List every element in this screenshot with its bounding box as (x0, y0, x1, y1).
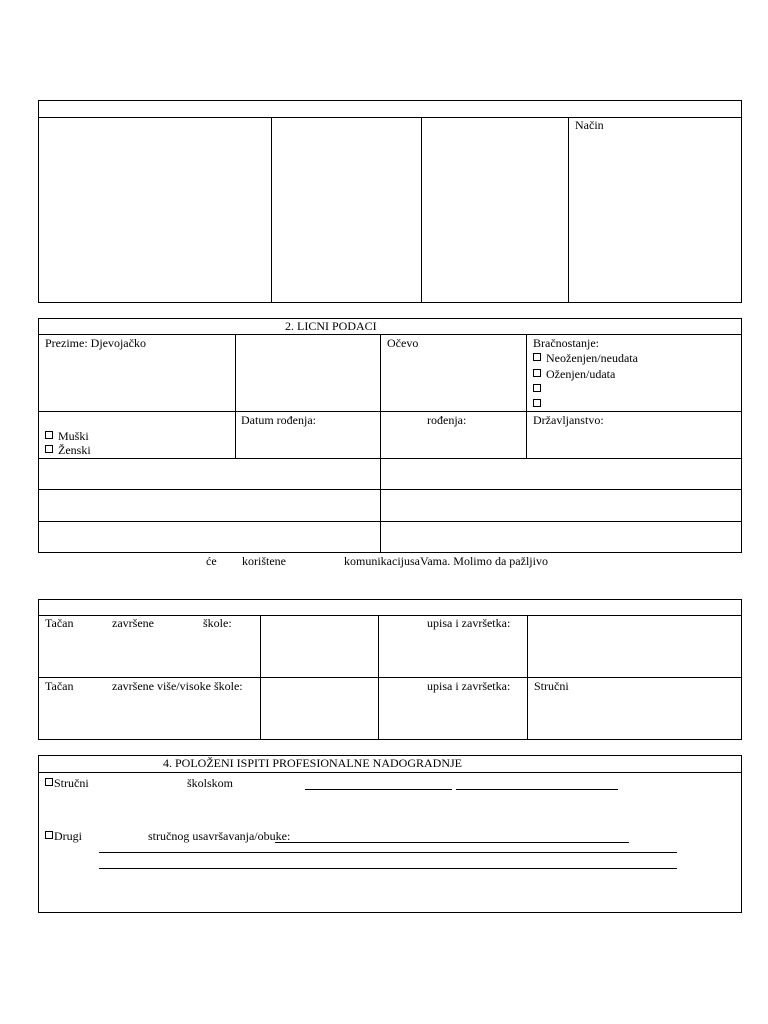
checkbox[interactable] (533, 384, 541, 392)
rodjenja-label: rođenja: (427, 413, 467, 427)
skolskom-label: školskom (187, 776, 234, 790)
row2-upisa-label: upisa i završetka: (427, 679, 511, 693)
usavrsavanje-underline-1[interactable] (275, 842, 629, 843)
checkbox[interactable] (45, 445, 53, 453)
section3-col-divider-3 (527, 615, 528, 740)
section2-row-divider-1 (38, 411, 742, 412)
checkbox[interactable] (45, 831, 53, 839)
drzavljanstvo-label: Državljanstvo: (533, 413, 604, 427)
datum-rodjenja-label: Datum rođenja: (241, 413, 316, 427)
section2-col-divider-1 (235, 334, 236, 458)
section2-header-divider (38, 334, 742, 335)
drugi-option[interactable]: Drugi (45, 829, 82, 843)
section4-table (38, 755, 742, 913)
notice-word-koristene: korištene (242, 554, 286, 568)
checkbox[interactable] (533, 353, 541, 361)
row1-zavrsene: završene (112, 616, 154, 630)
row2-zavrsene: završene više/visoke škole: (112, 679, 243, 693)
section4-title: 4. POLOŽENI ISPITI PROFESIONALNE NADOGRADNJE (163, 756, 462, 770)
bracno-stanje-label: Bračnostanje: (533, 336, 599, 350)
section1-col-divider-3 (568, 117, 569, 303)
marital-option-neozenjen[interactable]: Neoženjen/neudata (533, 351, 638, 365)
nacin-label: Način (575, 118, 604, 132)
section3-col-divider-1 (260, 615, 261, 740)
strucni-underline-1[interactable] (305, 789, 452, 790)
section2-row-divider-3 (38, 489, 742, 490)
section2-row-divider-2 (38, 458, 742, 459)
section1-col-divider-2 (421, 117, 422, 303)
prezime-label: Prezime: Djevojačko (45, 336, 146, 350)
notice-word-ce: će (206, 554, 217, 568)
checkbox[interactable] (45, 778, 53, 786)
checkbox[interactable] (533, 369, 541, 377)
usavrsavanje-underline-3[interactable] (99, 868, 677, 869)
marital-option-3[interactable] (533, 382, 546, 396)
checkbox[interactable] (533, 399, 541, 407)
section4-header-divider (38, 772, 742, 773)
row1-tacan: Tačan (45, 616, 74, 630)
section1-table (38, 100, 742, 303)
ocevo-label: Očevo (387, 336, 419, 350)
strucni-underline-2[interactable] (456, 789, 618, 790)
marital-option-4[interactable] (533, 397, 546, 411)
checkbox[interactable] (45, 431, 53, 439)
usavrsavanje-underline-2[interactable] (99, 852, 677, 853)
section3-col-divider-2 (378, 615, 379, 740)
section2-col-divider-3 (526, 334, 527, 458)
section3-row-divider (38, 677, 742, 678)
row2-strucni-label: Stručni (534, 679, 569, 693)
notice-text: komunikacijusaVama. Molimo da pažljivo (344, 554, 548, 568)
section2-row-divider-4 (38, 521, 742, 522)
gender-option-muski[interactable]: Muški (45, 429, 89, 443)
section1-header-divider (38, 117, 742, 118)
section2-col-divider-2 (380, 334, 381, 553)
gender-option-zenski[interactable]: Ženski (45, 443, 91, 457)
usavrsavanje-label: stručnog usavršavanja/obuke: (148, 829, 291, 843)
row1-skole: škole: (203, 616, 232, 630)
section2-title: 2. LICNI PODACI (285, 319, 377, 333)
row1-upisa-label: upisa i završetka: (427, 616, 511, 630)
marital-option-ozenjen[interactable]: Oženjen/udata (533, 367, 615, 381)
row2-tacan: Tačan (45, 679, 74, 693)
strucni-option[interactable]: Stručni (45, 776, 89, 790)
section1-col-divider-1 (271, 117, 272, 303)
